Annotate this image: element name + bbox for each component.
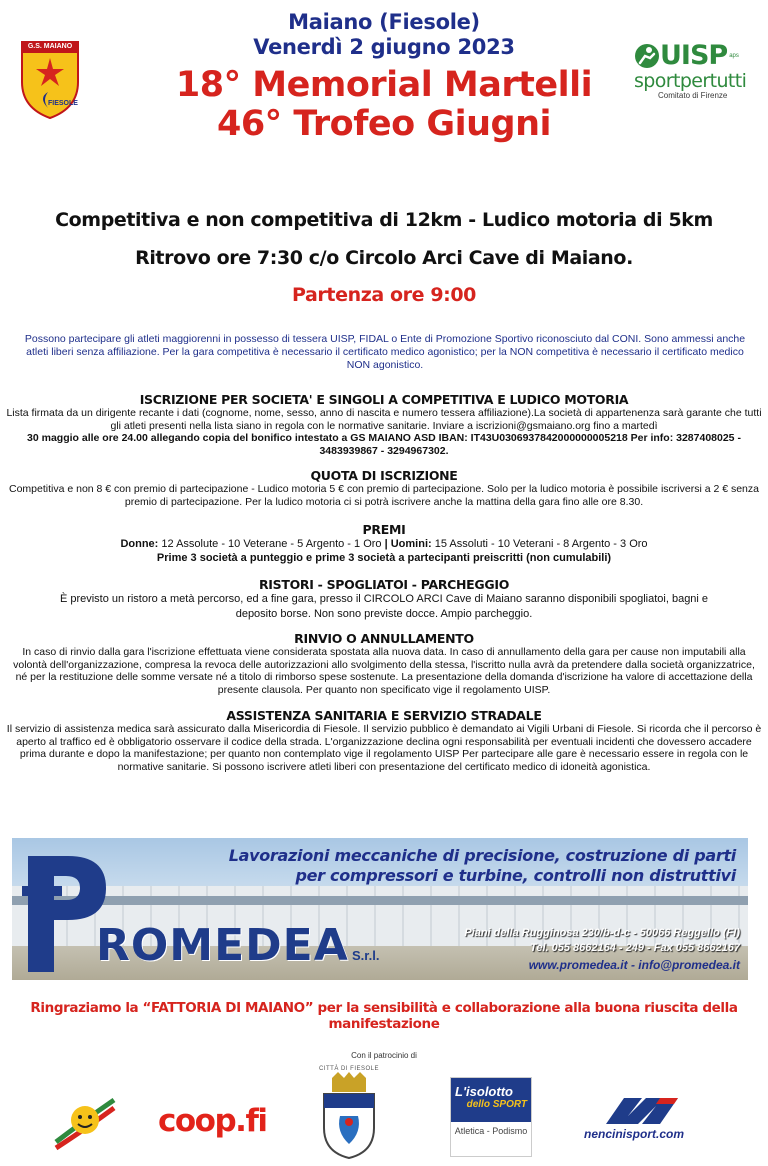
- uisp-logo: [634, 40, 760, 112]
- event-title-memorial: 18° Memorial Martelli: [175, 65, 593, 105]
- section-iscrizione-title: ISCRIZIONE PER SOCIETA' E SINGOLI A COMPETITIVA E LUDICO MOTORIA: [139, 392, 629, 407]
- event-date: Venerdì 2 giugno 2023: [253, 35, 515, 59]
- sponsor-phone: Tel. 055 8662164 - 249 - Fax 055 8662167: [530, 942, 740, 954]
- premi-categories: [6, 537, 762, 551]
- isolotto-sport-logo: [450, 1077, 532, 1157]
- section-ristori: [6, 577, 762, 622]
- sponsor-banner: [12, 838, 748, 980]
- section-quota-text: Competitiva e non 8 € con premio di partecipazione - Ludico motoria 5 € con premio di partecipazione. Solo per la ludico motoria è possibile iscriversi a 2 € senza premio di partecipazione. Per la ludico motoria ci si potrà iscrivere anche la mattina della gara fino alle ore 8.30.: [9, 483, 759, 508]
- section-assistenza: [6, 708, 762, 773]
- section-assistenza-text: Il servizio di assistenza medica sarà assicurato dalla Misericordia di Fiesole. Il servizio pubblico è demandato ai Vigili Urbani di Fiesole. Si ricorda che il percorso è aperto al traffico ed è obbligatorio osservare il codice della strada. L'organizzazione declina ogni responsabilità per eventuali incidenti che dovessero accadere prima durante e dopo la manifestazione; per quanto non contemplato vige il regolamento UISP Per partecipare alle gare è necessario essere in regola con le normative sanitarie. Si possono iscrivere atleti liberi con presentazione del certificato medico di idoneità agonistica.: [6, 723, 762, 773]
- smiley-runner-logo-icon: [52, 1092, 118, 1152]
- section-iscrizione: [6, 392, 762, 457]
- premi-separator: |: [384, 538, 388, 550]
- premi-donne: 12 Assolute - 10 Veterane - 5 Argento - 1 Oro: [161, 538, 382, 550]
- sponsor-tagline-1: Lavorazioni meccaniche di precisione, costruzione di parti: [228, 846, 736, 865]
- section-assistenza-title: ASSISTENZA SANITARIA E SERVIZIO STRADALE: [226, 708, 542, 723]
- section-rinvio-title: RINVIO O ANNULLAMENTO: [294, 631, 474, 646]
- gs-maiano-logo: [18, 38, 82, 120]
- premi-societa: Prime 3 società a punteggio e prime 3 società a partecipanti preiscritti (non cumulabili): [156, 552, 612, 564]
- uisp-aps: aps: [729, 52, 739, 59]
- section-quota: [6, 468, 762, 508]
- sponsor-suffix: S.r.l.: [352, 948, 380, 963]
- isolotto-subtitle: Atletica - Podismo: [454, 1126, 528, 1136]
- sponsor-address: Piani della Rugginosa 230/b-d-c - 50066 Reggello (FI): [464, 927, 740, 939]
- nencini-sport-name: nencinisport.com: [584, 1127, 685, 1141]
- premi-uomini-label: Uomini:: [390, 538, 432, 550]
- event-title-trofeo: 46° Trofeo Giugni: [216, 104, 552, 144]
- section-premi-title: PREMI: [362, 522, 406, 537]
- isolotto-name: L'isolotto: [455, 1084, 513, 1099]
- uisp-brand: UISP: [660, 40, 728, 71]
- section-iscrizione-deadline: 30 maggio alle ore 24.00 allegando copia del bonifico intestato a GS MAIANO ASD IBAN: IT43U0306937842000000005218 Per info: 3287408025 - 3483939867 - 3294967302.: [27, 432, 741, 457]
- sponsor-web: www.promedea.it - info@promedea.it: [528, 958, 740, 972]
- meeting-point: Ritrovo ore 7:30 c/o Circolo Arci Cave di Maiano.: [135, 247, 633, 269]
- uisp-tagline: sportpertutti: [634, 70, 747, 92]
- start-time: Partenza ore 9:00: [292, 284, 476, 306]
- premi-uomini: 15 Assoluti - 10 Veterani - 8 Argento - 3 Oro: [434, 538, 648, 550]
- gs-maiano-name: G.S. MAIANO: [27, 43, 73, 50]
- isolotto-sport: dello SPORT: [466, 1099, 527, 1110]
- fiesole-crest: [316, 1066, 382, 1162]
- coop-fi-logo: coop.fi: [158, 1103, 267, 1139]
- race-description: Competitiva e non competitiva di 12km - Ludico motoria di 5km: [55, 209, 713, 231]
- participation-rules: Possono partecipare gli atleti maggiorenni in possesso di tessera UISP, FIDAL o Ente di Promozione Sportivo riconosciuto dal CONI. Sono ammessi anche atleti liberi senza affiliazione. Per la gara competitiva è necessario il certificato medico agonistico; per la NON competitiva è necessario il certificato medico NON agonistico.: [24, 333, 746, 371]
- patronage-label: Con il patrocinio di: [351, 1051, 417, 1060]
- sponsor-tagline-2: per compressori e turbine, controlli non distruttivi: [295, 866, 736, 885]
- section-rinvio: [6, 631, 762, 696]
- uisp-runner-icon: [634, 43, 660, 69]
- section-quota-title: QUOTA DI ISCRIZIONE: [310, 468, 458, 483]
- section-ristori-title: RISTORI - SPOGLIATOI - PARCHEGGIO: [258, 577, 510, 592]
- gs-maiano-place: FIESOLE: [48, 100, 78, 107]
- premi-donne-label: Donne:: [120, 538, 159, 550]
- section-premi: [6, 522, 762, 565]
- gs-maiano-shield-icon: [18, 38, 82, 120]
- uisp-committee: Comitato di Firenze: [658, 91, 728, 100]
- sponsor-name: ROMEDEA: [96, 920, 349, 971]
- banner-building-band: [12, 896, 748, 905]
- section-ristori-text: È previsto un ristoro a metà percorso, ed a fine gara, presso il CIRCOLO ARCI Cave di Maiano saranno disponibili spogliatoi, bagni e deposito borse. Non sono previste docce. Ampio parcheggio.: [59, 593, 709, 620]
- section-iscrizione-text: Lista firmata da un dirigente recante i dati (cognome, nome, sesso, anno di nascita e numero tessera affiliazione).La società di appartenenza sarà garante che tutti gli atleti presenti nella lista siano in regola con le normative sanitarie. Inviare a iscrizioni@gsmaiano.org fino a martedì: [6, 407, 762, 432]
- nencini-sport-swoosh-icon: [602, 1094, 682, 1128]
- isolotto-header: [451, 1078, 531, 1122]
- fiesole-coat-of-arms-icon: [316, 1072, 382, 1160]
- fiesole-crest-label: CITTÀ DI FIESOLE: [318, 1066, 379, 1072]
- sponsor-contacts: [464, 926, 740, 956]
- section-rinvio-text: In caso di rinvio dalla gara l'iscrizione effettuata viene considerata spostata alla nuova data. In caso di annullamento della gara per cause non imputabili alla volontà dell'organizzazione, compresa la revoca delle autorizzazioni allo svolgimento della stessa, l'iscritto nulla avrà da pretendere dalla società organizzatrice, né per la restituzione delle somme versate né a titolo di rimborso spese sostenute. La presentazione della domanda d'iscrizione ha valore di accettazione della presente clausola. Per quanto non specificato vige il regolamento UISP.: [13, 646, 755, 696]
- thanks-note: Ringraziamo la “FATTORIA DI MAIANO” per la sensibilità e collaborazione alla buona riuscita della manifestazione: [30, 1000, 738, 1032]
- event-location: Maiano (Fiesole): [288, 10, 480, 34]
